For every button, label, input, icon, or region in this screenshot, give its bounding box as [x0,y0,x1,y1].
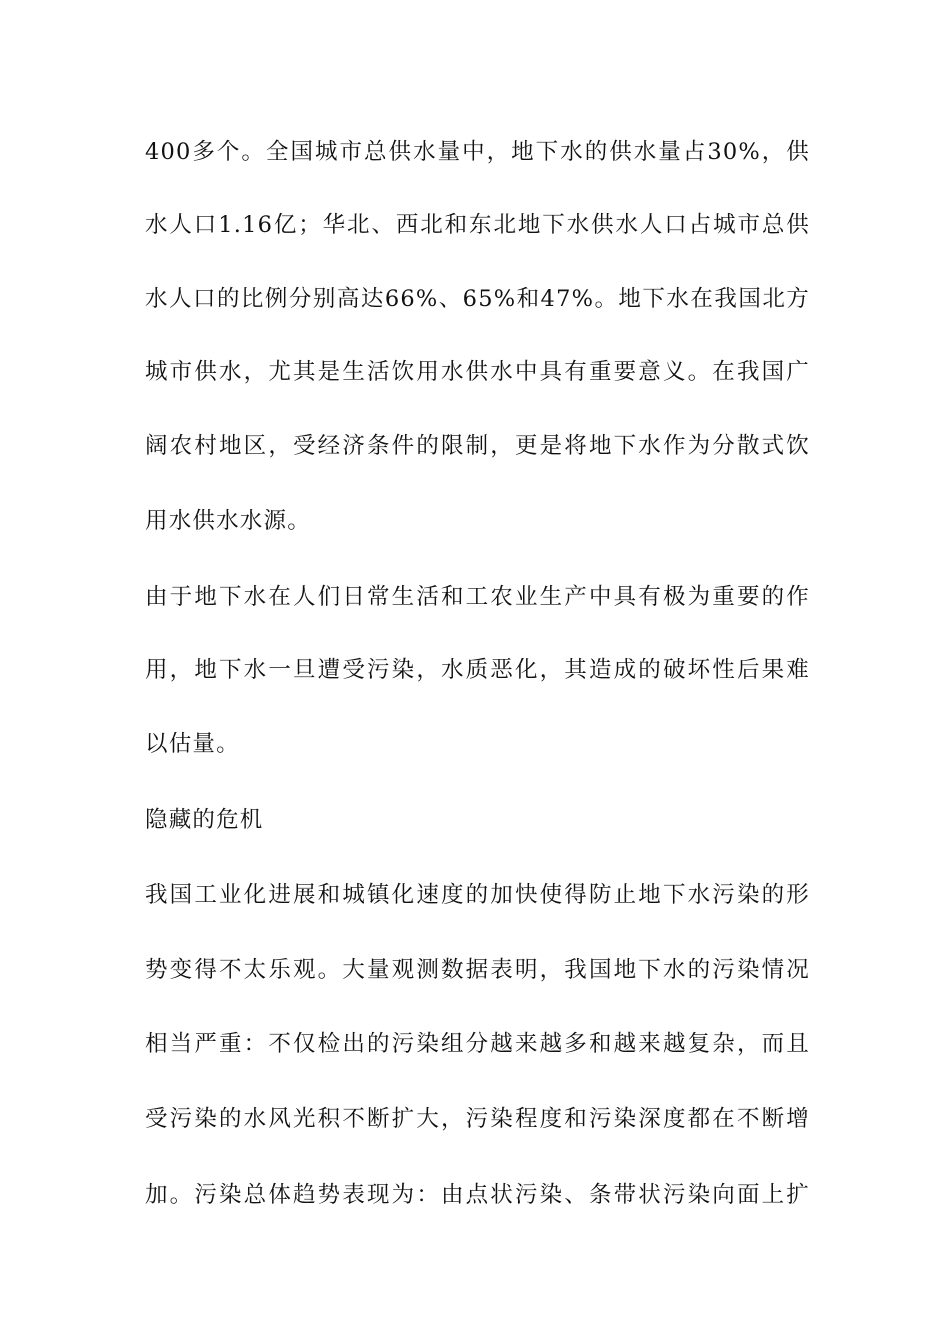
text-line: 相当严重：不仅检出的污染组分越来越多和越来越复杂，而且 [145,1031,810,1057]
text-line: 水人口1.16亿；华北、西北和东北地下水供水人口占城市总供 [145,212,810,238]
text-line: 势变得不太乐观。大量观测数据表明，我国地下水的污染情况 [145,957,810,983]
text-line: 以估量。 [145,731,240,757]
text-line: 城市供水，尤其是生活饮用水供水中具有重要意义。在我国广 [145,359,810,385]
text-line: 用水供水水源。 [145,508,311,534]
section-heading: 隐藏的危机 [145,807,264,833]
text-line: 阔农村地区，受经济条件的限制，更是将地下水作为分散式饮 [145,433,810,459]
text-line: 水人口的比例分别高达66%、65%和47%。地下水在我国北方 [145,286,810,312]
text-line: 用，地下水一旦遭受污染，水质恶化，其造成的破坏性后果难 [145,657,810,683]
text-line: 加。污染总体趋势表现为：由点状污染、条带状污染向面上扩 [145,1182,810,1208]
text-line: 我国工业化进展和城镇化速度的加快使得防止地下水污染的形 [145,882,810,908]
text-line: 由于地下水在人们日常生活和工农业生产中具有极为重要的作 [145,584,810,610]
text-line: 受污染的水风光积不断扩大，污染程度和污染深度都在不断增 [145,1106,810,1132]
text-line: 400多个。全国城市总供水量中，地下水的供水量占30%，供 [145,139,810,165]
